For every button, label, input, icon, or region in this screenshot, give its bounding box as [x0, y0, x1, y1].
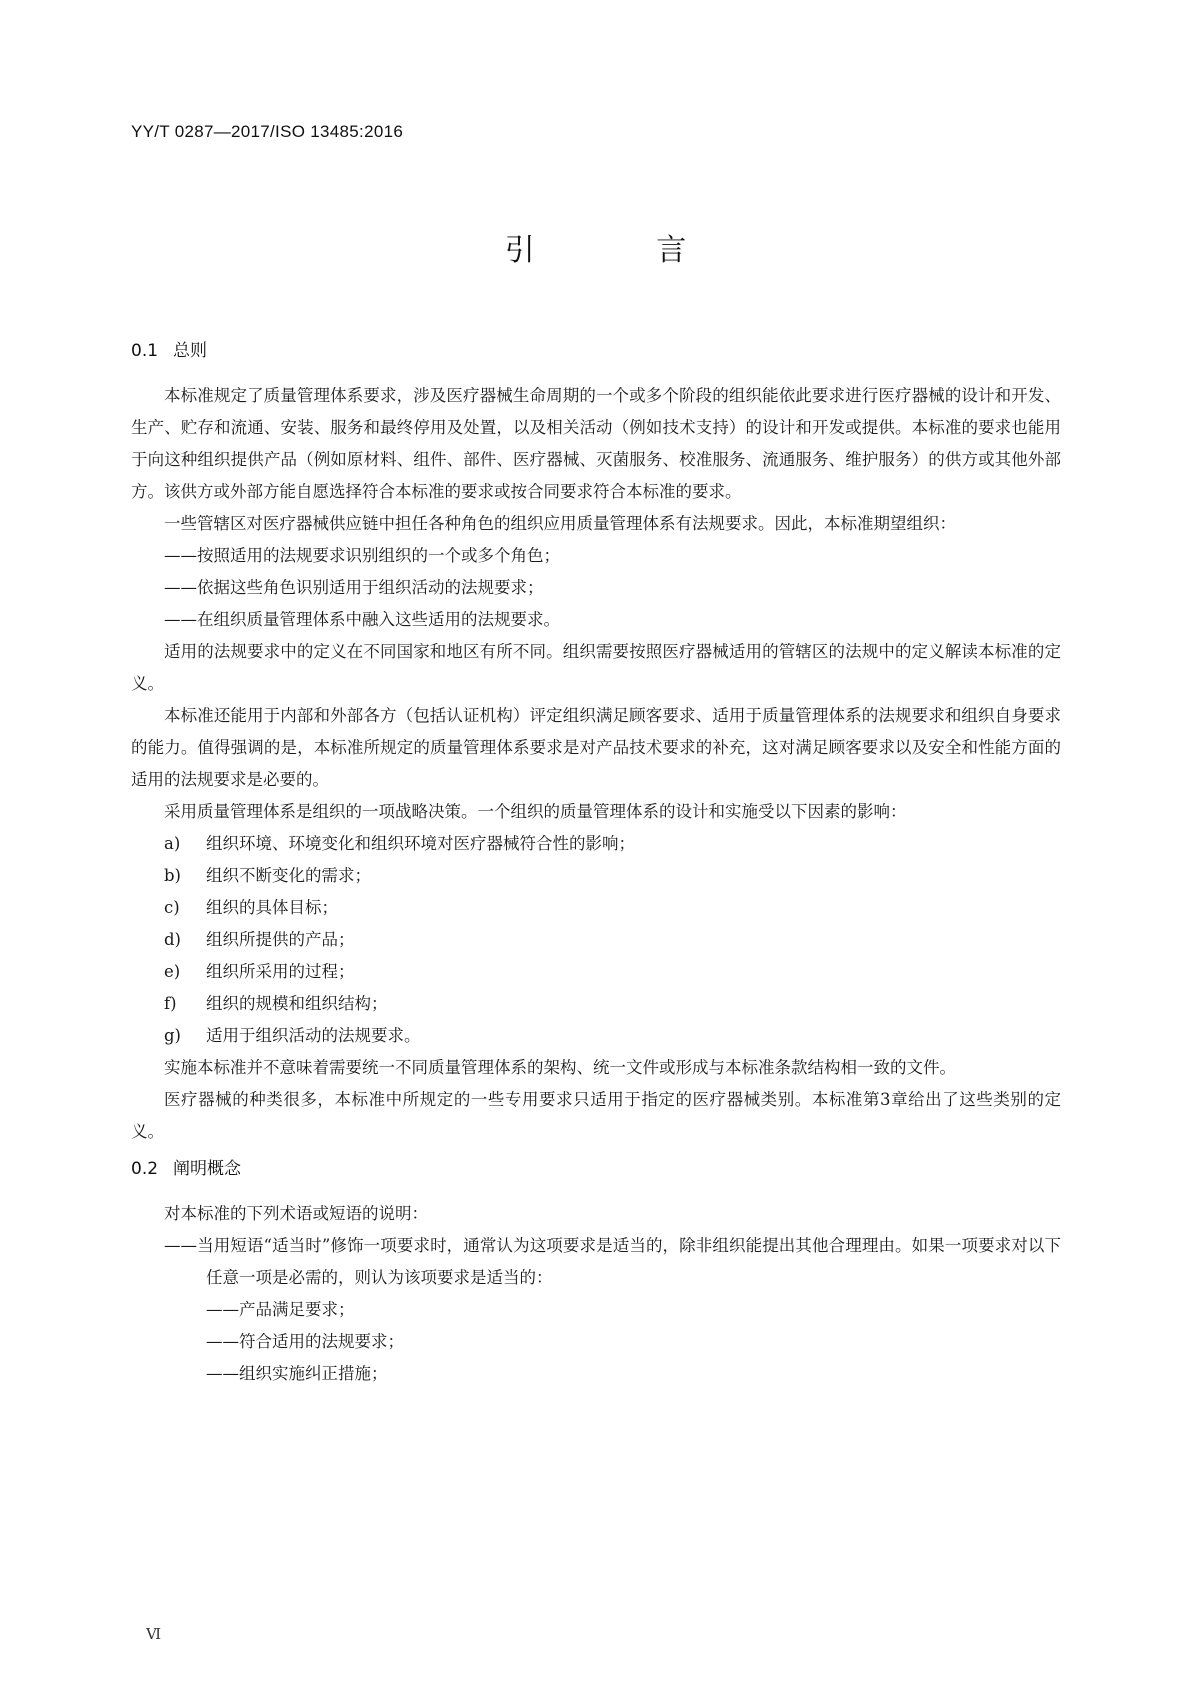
list-marker: a): [164, 834, 181, 853]
factor-list-item: [131, 892, 1061, 924]
dash-list-item: ——当用短语“适当时”修饰一项要求时，通常认为这项要求是适当的，除非组织能提出其他合理理由。如果一项要求对以下任意一项是必需的，则认为该项要求是适当的：: [164, 1236, 1061, 1287]
list-marker: d): [164, 930, 181, 949]
factor-list-item: [131, 1020, 1061, 1052]
paragraph: 本标准规定了质量管理体系要求，涉及医疗器械生命周期的一个或多个阶段的组织能依此要求进行医疗器械的设计和开发、生产、贮存和流通、安装、服务和最终停用及处置，以及相关活动（例如技术支持）的设计和开发或提供。本标准的要求也能用于向这种组织提供产品（例如原材料、组件、部件、医疗器械、灭菌服务、校准服务、流通服务、维护服务）的供方或其他外部方。该供方或外部方能自愿选择符合本标准的要求或按合同要求符合本标准的要求。: [131, 386, 1061, 501]
list-text: 适用于组织活动的法规要求。: [206, 1026, 421, 1045]
list-marker: f): [164, 994, 177, 1013]
document-body: [131, 336, 1061, 1390]
paragraph: 适用的法规要求中的定义在不同国家和地区有所不同。组织需要按照医疗器械适用的管辖区的法规中的定义解读本标准的定义。: [131, 642, 1061, 693]
list-marker: e): [164, 962, 181, 981]
list-text: 组织的具体目标；: [206, 898, 338, 917]
page-title: 引 言: [504, 233, 743, 268]
section-heading-0-1: [131, 336, 1061, 366]
list-marker: b): [164, 866, 181, 885]
sub-dash-list-item: ——组织实施纠正措施；: [206, 1364, 388, 1383]
page-number: Ⅵ: [146, 1625, 162, 1643]
paragraph: 对本标准的下列术语或短语的说明：: [164, 1204, 428, 1223]
list-text: 组织的规模和组织结构；: [206, 994, 388, 1013]
section-title: 阐明概念: [173, 1159, 241, 1179]
section-number: 0.1: [131, 341, 159, 361]
dash-list-item: ——在组织质量管理体系中融入这些适用的法规要求。: [164, 610, 560, 629]
factor-list-item: [131, 988, 1061, 1020]
list-text: 组织所采用的过程；: [206, 962, 355, 981]
factor-list-item: [131, 924, 1061, 956]
list-marker: g): [164, 1026, 181, 1045]
section-heading-0-2: [131, 1154, 1061, 1184]
paragraph: 采用质量管理体系是组织的一项战略决策。一个组织的质量管理体系的设计和实施受以下因素的影响：: [164, 802, 907, 821]
paragraph: 本标准还能用于内部和外部各方（包括认证机构）评定组织满足顾客要求、适用于质量管理体系的法规要求和组织自身要求的能力。值得强调的是，本标准所规定的质量管理体系要求是对产品技术要求的补充，这对满足顾客要求以及安全和性能方面的适用的法规要求是必要的。: [131, 706, 1061, 789]
standard-code-header: YY/T 0287—2017/ISO 13485:2016: [131, 122, 404, 141]
section-number: 0.2: [131, 1159, 159, 1179]
section-title: 总则: [173, 341, 207, 361]
sub-dash-list-item: ——符合适用的法规要求；: [206, 1332, 404, 1351]
factor-list-item: [131, 828, 1061, 860]
list-text: 组织环境、环境变化和组织环境对医疗器械符合性的影响；: [206, 834, 635, 853]
paragraph: 实施本标准并不意味着需要统一不同质量管理体系的架构、统一文件或形成与本标准条款结构相一致的文件。: [164, 1058, 956, 1077]
paragraph: 一些管辖区对医疗器械供应链中担任各种角色的组织应用质量管理体系有法规要求。因此，本标准期望组织：: [164, 514, 956, 533]
dash-list-item: ——依据这些角色识别适用于组织活动的法规要求；: [164, 578, 544, 597]
list-text: 组织不断变化的需求；: [206, 866, 371, 885]
list-marker: c): [164, 898, 180, 917]
paragraph: 医疗器械的种类很多，本标准中所规定的一些专用要求只适用于指定的医疗器械类别。本标准第3章给出了这些类别的定义。: [131, 1090, 1061, 1141]
dash-list-item: ——按照适用的法规要求识别组织的一个或多个角色；: [164, 546, 560, 565]
sub-dash-list-item: ——产品满足要求；: [206, 1300, 355, 1319]
factor-list-item: [131, 860, 1061, 892]
factor-list-item: [131, 956, 1061, 988]
list-text: 组织所提供的产品；: [206, 930, 355, 949]
